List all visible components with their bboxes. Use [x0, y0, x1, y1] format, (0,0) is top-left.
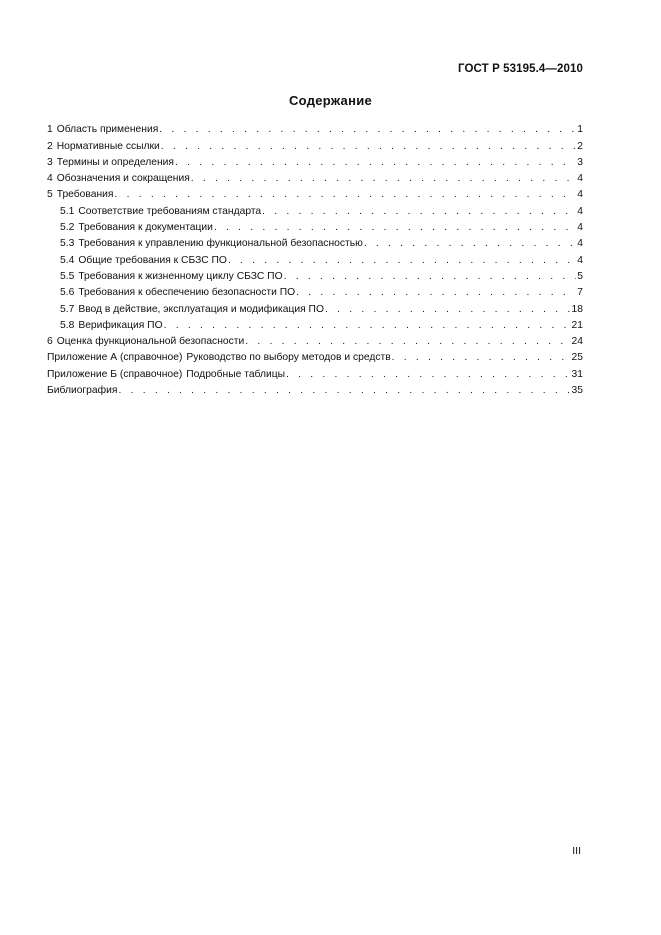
- toc-entry-2[interactable]: [47, 136, 583, 152]
- toc-entry-number: Приложение Б (справочное): [47, 368, 183, 380]
- toc-entry-5-7[interactable]: [47, 299, 583, 315]
- toc-entry-label: Требования к жизненному циклу СБЗС ПО: [78, 270, 283, 282]
- toc-entry-page: 35: [571, 385, 583, 397]
- toc-entry-page: 4: [577, 189, 583, 201]
- toc-entry-page: 4: [577, 173, 583, 185]
- toc-entry-number: 2: [47, 140, 53, 152]
- toc-entry-appendix-a[interactable]: [47, 348, 583, 364]
- toc-entry-page: 4: [577, 205, 583, 217]
- toc-entry-number: 5.5: [60, 270, 75, 282]
- table-of-contents: [47, 120, 583, 397]
- toc-entry-page: 21: [571, 319, 583, 331]
- toc-entry-label: Библиография: [47, 385, 118, 397]
- leader-dots: [286, 368, 570, 381]
- leader-dots: [262, 205, 576, 218]
- toc-entry-number: 5.6: [60, 287, 75, 299]
- toc-entry-page: 5: [577, 270, 583, 282]
- toc-entry-label: Обозначения и сокращения: [56, 173, 190, 185]
- toc-entry-page: 1: [577, 124, 583, 136]
- leader-dots: [245, 335, 570, 348]
- toc-entry-page: 24: [571, 336, 583, 348]
- toc-entry-number: Приложение А (справочное): [47, 352, 183, 364]
- leader-dots: [159, 123, 576, 136]
- toc-entry-5[interactable]: [47, 185, 583, 201]
- leader-dots: [228, 254, 576, 267]
- toc-entry-page: 4: [577, 238, 583, 250]
- toc-entry-5-3[interactable]: [47, 234, 583, 250]
- toc-entry-number: 6: [47, 336, 53, 348]
- toc-entry-page: 4: [577, 222, 583, 234]
- toc-entry-1[interactable]: [47, 120, 583, 136]
- toc-entry-number: 5.7: [60, 303, 75, 315]
- toc-entry-6[interactable]: [47, 332, 583, 348]
- page-number: III: [572, 845, 581, 857]
- toc-entry-label: Термины и определения: [56, 156, 174, 168]
- leader-dots: [296, 286, 576, 299]
- toc-entry-label: Требования к документации: [78, 222, 213, 234]
- toc-entry-page: 25: [571, 352, 583, 364]
- toc-entry-number: 5.1: [60, 205, 75, 217]
- toc-entry-appendix-b[interactable]: [47, 364, 583, 380]
- toc-entry-label: Оценка функциональной безопасности: [56, 336, 245, 348]
- toc-entry-number: 5.4: [60, 254, 75, 266]
- toc-entry-number: 3: [47, 156, 53, 168]
- toc-entry-5-6[interactable]: [47, 283, 583, 299]
- toc-entry-label: Руководство по выбору методов и средств: [186, 352, 391, 364]
- toc-entry-number: 5.8: [60, 319, 75, 331]
- toc-entry-label: Требования к обеспечению безопасности ПО: [78, 287, 296, 299]
- toc-entry-number: 5.3: [60, 238, 75, 250]
- toc-entry-page: 18: [571, 303, 583, 315]
- toc-entry-5-2[interactable]: [47, 218, 583, 234]
- leader-dots: [161, 140, 576, 153]
- leader-dots: [175, 156, 576, 169]
- toc-entry-number: 4: [47, 173, 53, 185]
- toc-entry-page: 7: [577, 287, 583, 299]
- toc-entry-label: Верификация ПО: [78, 319, 163, 331]
- toc-entry-label: Подробные таблицы: [186, 368, 286, 380]
- toc-entry-label: Общие требования к СБЗС ПО: [78, 254, 227, 266]
- leader-dots: [214, 221, 576, 234]
- toc-title: Содержание: [288, 93, 373, 108]
- toc-entry-label: Требования к управлению функциональной безопасностью: [78, 238, 363, 250]
- toc-entry-3[interactable]: [47, 153, 583, 169]
- toc-entry-page: 4: [577, 254, 583, 266]
- toc-entry-label: Нормативные ссылки: [56, 140, 160, 152]
- leader-dots: [392, 351, 571, 364]
- toc-entry-5-1[interactable]: [47, 201, 583, 217]
- toc-entry-number: 5.2: [60, 222, 75, 234]
- toc-entry-label: Ввод в действие, эксплуатация и модификация ПО: [78, 303, 324, 315]
- toc-entry-page: 3: [577, 156, 583, 168]
- toc-entry-4[interactable]: [47, 169, 583, 185]
- leader-dots: [191, 172, 576, 185]
- document-code: ГОСТ Р 53195.4—2010: [458, 63, 583, 75]
- leader-dots: [164, 319, 571, 332]
- leader-dots: [364, 237, 576, 250]
- toc-entry-number: 5: [47, 189, 53, 201]
- toc-entry-label: Требования: [56, 189, 114, 201]
- toc-entry-page: 31: [571, 368, 583, 380]
- leader-dots: [118, 384, 570, 397]
- toc-entry-number: 1: [47, 124, 53, 136]
- toc-entry-bibliography[interactable]: [47, 381, 583, 397]
- toc-entry-label: Соответствие требованиям стандарта: [78, 205, 262, 217]
- leader-dots: [325, 303, 571, 316]
- toc-entry-page: 2: [577, 140, 583, 152]
- leader-dots: [284, 270, 577, 283]
- toc-entry-5-5[interactable]: [47, 267, 583, 283]
- toc-entry-5-4[interactable]: [47, 250, 583, 266]
- toc-entry-label: Область применения: [56, 124, 159, 136]
- leader-dots: [115, 188, 577, 201]
- toc-entry-5-8[interactable]: [47, 316, 583, 332]
